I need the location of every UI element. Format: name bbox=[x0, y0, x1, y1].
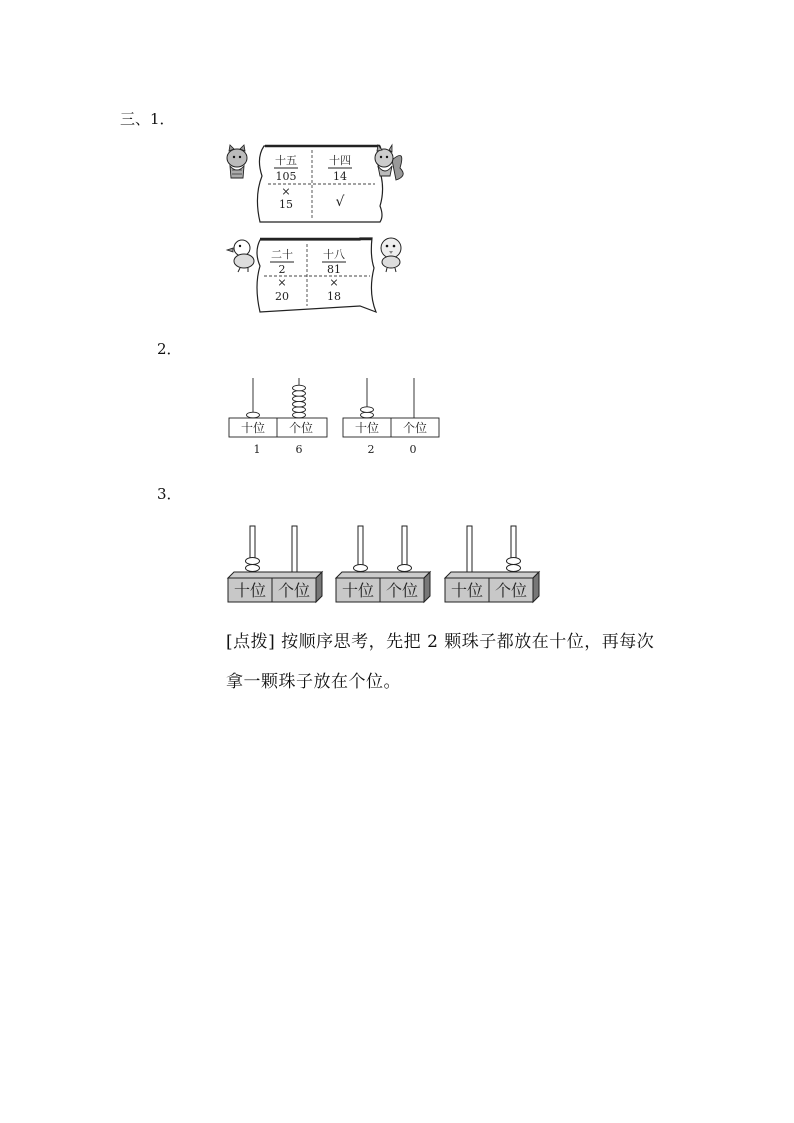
q3-abacus-2 bbox=[336, 526, 430, 602]
q2-2-ones-digit: 0 bbox=[409, 443, 417, 456]
q3-2-ones-label: 个位 bbox=[385, 581, 419, 600]
bead bbox=[293, 391, 306, 397]
bottom-right-mark: × bbox=[329, 276, 339, 289]
top-right-value: 14 bbox=[333, 170, 347, 183]
q2-figure bbox=[220, 370, 450, 465]
bead bbox=[247, 412, 260, 418]
q2-1-tens-digit: 1 bbox=[253, 443, 261, 456]
bead bbox=[398, 565, 412, 572]
q1-figure bbox=[220, 136, 410, 321]
q3-label: 3． bbox=[157, 485, 182, 503]
q2-1-tens-label: 十位 bbox=[240, 421, 266, 435]
section-label: 三、1． bbox=[120, 110, 175, 128]
q3-abacus-3 bbox=[445, 526, 539, 602]
bottom-board bbox=[257, 238, 376, 312]
q3-1-ones-label: 个位 bbox=[277, 581, 311, 600]
bottom-right-answer: 18 bbox=[327, 290, 341, 303]
bead bbox=[361, 412, 374, 418]
q2-2-tens-digit: 2 bbox=[367, 443, 375, 456]
bottom-left-word: 二十 bbox=[271, 248, 293, 261]
q2-abacus-1 bbox=[229, 378, 327, 456]
bead bbox=[293, 412, 306, 418]
bead bbox=[507, 565, 521, 572]
duck-icon bbox=[227, 240, 254, 272]
bead bbox=[293, 407, 306, 413]
q2-1-ones-digit: 6 bbox=[295, 443, 303, 456]
q2-2-ones-label: 个位 bbox=[402, 421, 428, 435]
q3-3-tens-label: 十位 bbox=[450, 581, 484, 600]
tiger-icon bbox=[227, 145, 247, 178]
q2-1-ones-label: 个位 bbox=[288, 421, 314, 435]
bead bbox=[246, 565, 260, 572]
q3-3-ones-label: 个位 bbox=[494, 581, 528, 600]
top-right-mark: √ bbox=[335, 194, 345, 210]
q2-2-tens-label: 十位 bbox=[354, 421, 380, 435]
hint-line-1: [点拨] 按顺序思考，先把 2 颗珠子都放在十位，再每次 bbox=[226, 632, 655, 652]
bead bbox=[293, 401, 306, 407]
top-left-mark: × bbox=[281, 185, 291, 198]
bead bbox=[293, 396, 306, 402]
bottom-right-value: 81 bbox=[327, 263, 341, 276]
q3-1-tens-label: 十位 bbox=[233, 581, 267, 600]
q3-abacus-1 bbox=[228, 526, 322, 602]
bottom-left-value: 2 bbox=[278, 263, 286, 276]
top-left-word: 十五 bbox=[275, 154, 297, 167]
hint-line-2: 拿一颗珠子放在个位。 bbox=[226, 672, 401, 692]
bottom-right-word: 十八 bbox=[323, 248, 345, 261]
bead bbox=[293, 385, 306, 391]
top-left-answer: 15 bbox=[279, 198, 293, 211]
chick-icon bbox=[381, 238, 401, 272]
bead bbox=[246, 558, 260, 565]
bottom-left-mark: × bbox=[277, 276, 287, 289]
q3-2-tens-label: 十位 bbox=[341, 581, 375, 600]
bottom-left-answer: 20 bbox=[275, 290, 289, 303]
q3-figure bbox=[222, 518, 552, 608]
q2-label: 2． bbox=[157, 340, 182, 358]
bead bbox=[507, 558, 521, 565]
top-right-word: 十四 bbox=[329, 154, 351, 167]
bead bbox=[354, 565, 368, 572]
bead bbox=[361, 407, 374, 413]
top-left-value: 105 bbox=[275, 170, 297, 183]
q2-abacus-2 bbox=[343, 378, 439, 456]
top-board bbox=[257, 146, 382, 222]
